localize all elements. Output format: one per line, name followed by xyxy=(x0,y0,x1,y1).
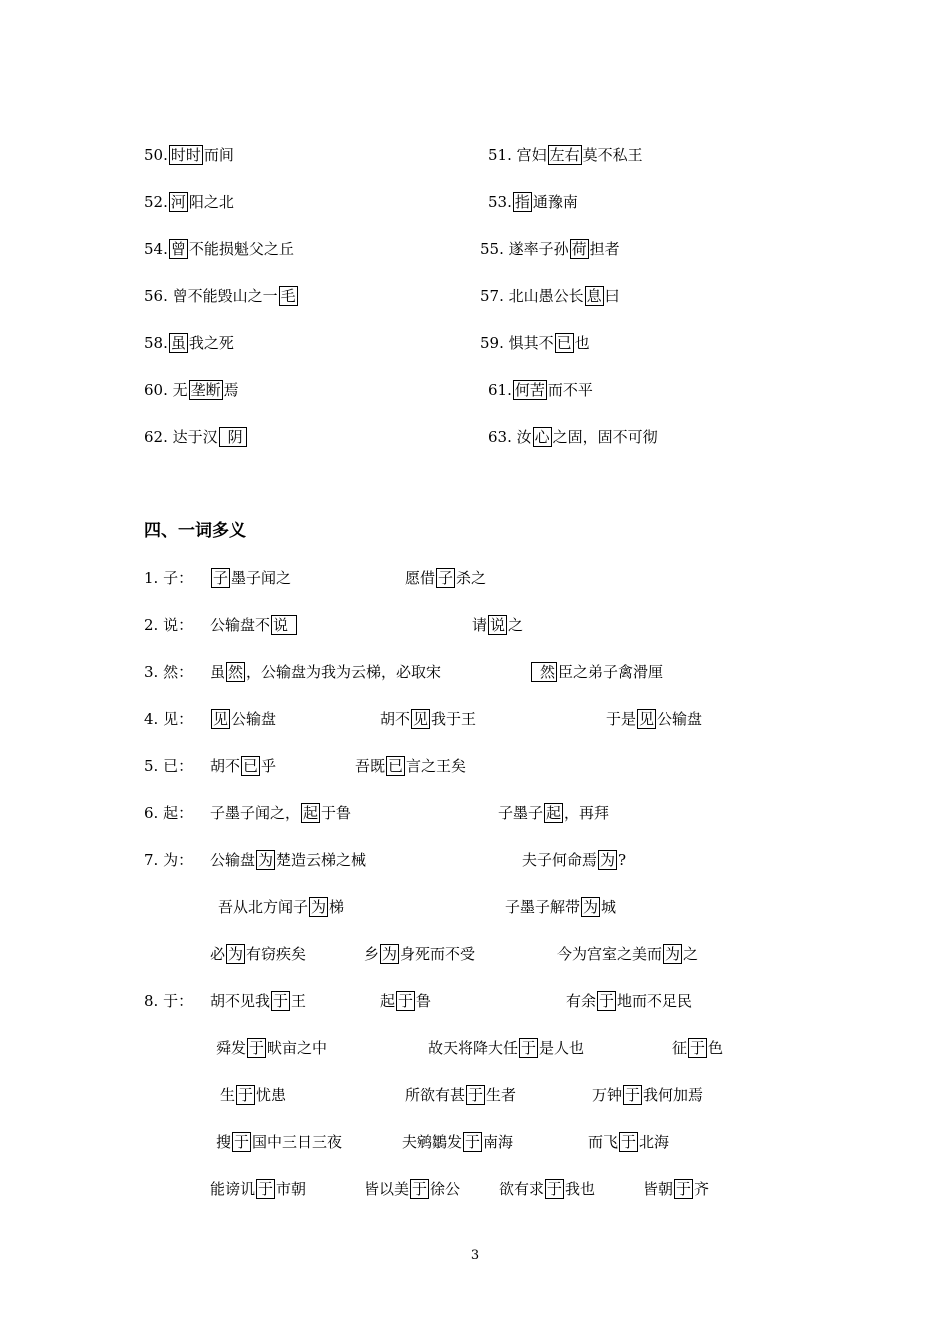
boxed-word: 心 xyxy=(534,428,550,446)
example-phrase: 起 于 鲁 xyxy=(380,992,432,1010)
example-phrase: 今为宫室之美而 为 之 xyxy=(557,945,699,963)
boxed-word: 为 xyxy=(228,945,244,963)
boxed-word: 曾 xyxy=(170,240,186,258)
section-heading: 四、一词多义 xyxy=(144,521,246,541)
boxed-word: 然 xyxy=(228,663,244,681)
example-phrase: 搜 于 国中三日三夜 xyxy=(216,1133,343,1151)
example-phrase: 征 于 色 xyxy=(672,1039,724,1057)
example-phrase: 胡不 见 我于王 xyxy=(380,710,477,728)
boxed-word: 于 xyxy=(521,1039,537,1057)
boxed-word: 于 xyxy=(676,1180,692,1198)
group-label: 3. 然： xyxy=(144,663,194,681)
boxed-word: 见 xyxy=(639,710,655,728)
boxed-word: 于 xyxy=(690,1039,706,1057)
boxed-word: 于 xyxy=(234,1133,250,1151)
example-phrase: 见 公输盘 xyxy=(213,710,277,728)
example-phrase: 愿借 子 杀之 xyxy=(405,569,487,587)
boxed-word: 说 xyxy=(490,616,506,634)
boxed-word: 于 xyxy=(625,1086,641,1104)
group-label: 4. 见： xyxy=(144,710,194,728)
vocab-item: 58. 虽 我之死 xyxy=(144,334,234,352)
page-number: 3 xyxy=(470,1248,480,1263)
example-phrase: 夫鹓鶵发 于 南海 xyxy=(402,1133,514,1151)
boxed-word: 息 xyxy=(586,287,602,305)
boxed-word: 见 xyxy=(213,710,229,728)
boxed-word: 河 xyxy=(170,193,186,211)
example-phrase: 欲有求 于 我也 xyxy=(499,1180,596,1198)
vocab-item: 55. 遂率子孙 荷 担者 xyxy=(480,240,620,258)
boxed-word: 何苦 xyxy=(514,381,545,399)
example-phrase: 所欲有甚 于 生者 xyxy=(405,1086,517,1104)
example-phrase: 吾既 已 言之王矣 xyxy=(355,757,467,775)
vocab-item: 54. 曾 不能损魁父之丘 xyxy=(144,240,294,258)
vocab-item: 60. 无 垄断 焉 xyxy=(144,381,239,399)
boxed-word: 为 xyxy=(600,851,616,869)
example-phrase: 有余 于 地而不足民 xyxy=(566,992,693,1010)
boxed-word: 为 xyxy=(311,898,327,916)
example-phrase: 吾从北方闻子 为 梯 xyxy=(218,898,345,916)
boxed-word: 时时 xyxy=(170,146,201,164)
vocab-item: 52. 河 阳之北 xyxy=(144,193,234,211)
example-phrase: 子 墨子闻之 xyxy=(213,569,292,587)
vocab-item: 59. 惧其不 已 也 xyxy=(480,334,590,352)
boxed-word: 说 xyxy=(271,615,297,635)
boxed-word: 于 xyxy=(398,992,414,1010)
group-label: 7. 为： xyxy=(144,851,194,869)
boxed-word: 已 xyxy=(556,334,572,352)
boxed-word: 虽 xyxy=(170,334,186,352)
example-phrase: 虽 然 ，公输盘为我为云梯，必取宋 xyxy=(210,663,442,681)
boxed-word: 子 xyxy=(213,569,229,587)
example-phrase: 必 为 有窃疾矣 xyxy=(210,945,307,963)
boxed-word: 为 xyxy=(382,945,398,963)
boxed-word: 于 xyxy=(249,1039,265,1057)
vocab-item: 61. 何苦 而不平 xyxy=(488,381,593,399)
example-phrase: 胡不见我 于 王 xyxy=(210,992,307,1010)
boxed-word: 见 xyxy=(413,710,429,728)
boxed-word: 然 xyxy=(531,662,557,682)
boxed-word: 子 xyxy=(438,569,454,587)
example-phrase: 请 说 之 xyxy=(472,616,524,634)
boxed-word: 起 xyxy=(546,804,562,822)
boxed-word: 毛 xyxy=(280,287,296,305)
example-phrase: 子墨子 起 ，再拜 xyxy=(498,804,610,822)
example-phrase: 然 臣之弟子禽滑厘 xyxy=(530,662,663,682)
example-phrase: 公输盘 为 楚造云梯之械 xyxy=(210,851,367,869)
example-phrase: 乡 为 身死而不受 xyxy=(364,945,476,963)
group-label: 8. 于： xyxy=(144,992,194,1010)
example-phrase: 而飞 于 北海 xyxy=(588,1133,670,1151)
vocab-item: 63. 汝 心 之固，固不可彻 xyxy=(488,428,658,446)
boxed-word: 为 xyxy=(583,898,599,916)
group-label: 1. 子： xyxy=(144,569,194,587)
example-phrase: 生 于 忧患 xyxy=(220,1086,287,1104)
boxed-word: 于 xyxy=(547,1180,563,1198)
example-phrase: 能谤讥 于 市朝 xyxy=(210,1180,307,1198)
boxed-word: 于 xyxy=(599,992,615,1010)
boxed-word: 已 xyxy=(243,757,259,775)
boxed-word: 于 xyxy=(465,1133,481,1151)
boxed-word: 于 xyxy=(273,992,289,1010)
example-phrase: 舜发 于 畎亩之中 xyxy=(216,1039,328,1057)
boxed-word: 于 xyxy=(468,1086,484,1104)
boxed-word: 左右 xyxy=(549,146,580,164)
vocab-item: 57. 北山愚公长 息 曰 xyxy=(480,287,620,305)
vocab-item: 51. 宫妇 左右 莫不私王 xyxy=(488,146,643,164)
boxed-word: 指 xyxy=(514,193,530,211)
boxed-word: 已 xyxy=(388,757,404,775)
boxed-word: 为 xyxy=(258,851,274,869)
example-phrase: 皆朝 于 齐 xyxy=(643,1180,710,1198)
example-phrase: 万钟 于 我何加焉 xyxy=(592,1086,704,1104)
vocab-item: 56. 曾不能毁山之一 毛 xyxy=(144,287,296,305)
example-phrase: 夫子何命焉 为 ? xyxy=(522,851,627,869)
boxed-word: 垄断 xyxy=(190,381,221,399)
vocab-item: 50. 时时 而间 xyxy=(144,146,234,164)
example-phrase: 子墨子解带 为 城 xyxy=(505,898,617,916)
boxed-word: 起 xyxy=(303,804,319,822)
example-phrase: 皆以美 于 徐公 xyxy=(364,1180,461,1198)
boxed-word: 于 xyxy=(621,1133,637,1151)
boxed-word: 于 xyxy=(412,1180,428,1198)
boxed-word: 荷 xyxy=(571,240,587,258)
boxed-word: 阴 xyxy=(219,427,247,447)
example-phrase: 胡不 已 乎 xyxy=(210,757,277,775)
vocab-item: 62. 达于汉 阴 xyxy=(144,427,248,447)
example-phrase: 子墨子闻之， 起 于鲁 xyxy=(210,804,352,822)
example-phrase: 公输盘不 说 xyxy=(210,615,298,635)
boxed-word: 于 xyxy=(238,1086,254,1104)
group-label: 5. 已： xyxy=(144,757,194,775)
boxed-word: 为 xyxy=(665,945,681,963)
vocab-item: 53. 指 通豫南 xyxy=(488,193,578,211)
example-phrase: 于是 见 公输盘 xyxy=(606,710,703,728)
example-phrase: 故天将降大任 于 是人也 xyxy=(428,1039,585,1057)
group-label: 2. 说： xyxy=(144,616,194,634)
group-label: 6. 起： xyxy=(144,804,194,822)
boxed-word: 于 xyxy=(258,1180,274,1198)
